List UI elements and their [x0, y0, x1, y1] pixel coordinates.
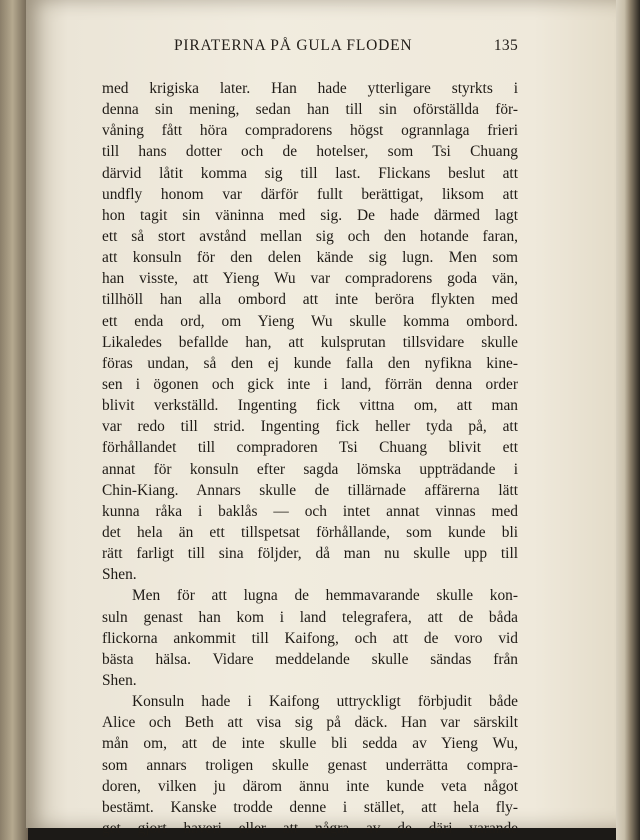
page-edge-shadow [616, 0, 640, 840]
text-line: han visste, att Yieng Wu var compradorens goda vän, [102, 270, 518, 288]
text-line: rätt farligt till sina följder, då man nu skulle upp till [102, 545, 518, 563]
text-line: hon tagit sin väninna med sig. De hade därmed lagt [102, 206, 518, 224]
text-line: med krigiska later. Han hade ytterligare styrkts i [102, 80, 518, 97]
text-line: bestämt. Kanske trodde denne i stället, att hela fly- [102, 798, 518, 816]
body-text [102, 78, 518, 839]
text-line: get gjort haveri eller att några av de däri varande [102, 819, 518, 837]
text-line: Chin-Kiang. Annars skulle de tillärnade affärerna lätt [102, 481, 518, 499]
text-line: kunna råka i baklås — och intet annat vinnas med [102, 502, 518, 520]
text-line: Shen. [102, 671, 137, 689]
text-line: blivit verkställd. Ingenting fick vittna om, att man [102, 397, 518, 415]
facing-page-edge [0, 0, 28, 840]
running-title: PIRATERNA PÅ GULA FLODEN [174, 37, 413, 54]
text-line: att konsuln för den delen kände sig lugn. Men som [102, 249, 518, 267]
text-line: suln genast han kom i land telegrafera, att de båda [102, 608, 518, 626]
text-line: var redo till strid. Ingenting fick heller tyda på, att [102, 418, 518, 436]
text-line: sen i ögonen och gick inte i land, förrän denna order [102, 375, 518, 393]
page-number: 135 [493, 37, 518, 54]
text-line: Konsuln hade i Kaifong uttryckligt förbjudit både [132, 693, 518, 711]
text-line: därvid låtit komma sig till last. Flickans beslut att [102, 164, 518, 182]
text-line: våning fått höra compradorens högst ogrannlaga frieri [102, 122, 518, 140]
text-line: mån om, att de inte skulle bli sedda av Yieng Wu, [102, 735, 518, 753]
text-line: denna sin mening, sedan han till sin oförställda för- [102, 101, 518, 119]
text-line: Likaledes befallde han, att kulsprutan tillsvidare skulle [102, 333, 518, 351]
text-line: till hans dotter och de hotelser, som Tsi Chuang [102, 143, 518, 161]
text-line: bästa hälsa. Vidare meddelande skulle sändas från [102, 650, 518, 668]
text-line: förhållandet till compradoren Tsi Chuang blivit ett [102, 439, 518, 457]
text-line: flickorna ankommit till Kaifong, och att de voro vid [102, 629, 518, 647]
text-line: Shen. [102, 566, 137, 584]
text-line: undfly honom var därför fullt berättigat, liksom att [102, 185, 518, 203]
text-line: Alice och Beth att visa sig på däck. Han var särskilt [102, 714, 518, 732]
text-line: föras undan, så den ej kunde falla den nyfikna kine- [102, 354, 518, 372]
text-line: Men för att lugna de hemmavarande skulle kon- [132, 587, 518, 605]
text-line: doren, vilken ju därom ännu inte kunde veta något [102, 777, 518, 795]
text-line: tillhöll han alla ombord att inte beröra flykten med [102, 291, 518, 309]
text-line: annat för konsuln efter sagda lömska uppträdande i [102, 460, 518, 478]
text-line: ett så stort avstånd mellan sig och den hotande faran, [102, 227, 518, 245]
text-line: det hela än ett tillspetsat förhållande, som kunde bli [102, 523, 518, 541]
text-line: ett enda ord, om Yieng Wu skulle komma ombord. [102, 312, 518, 330]
text-line: som annars troligen skulle genast underrätta compra- [102, 756, 518, 774]
